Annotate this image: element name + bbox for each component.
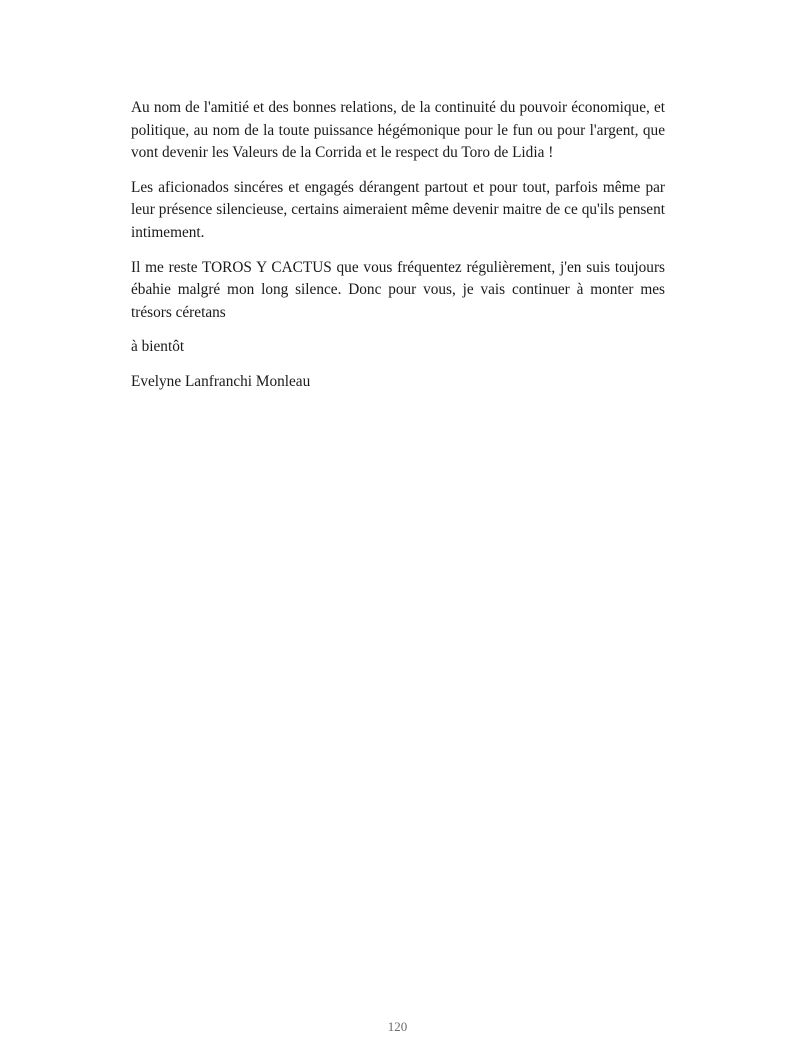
page-number: 120 [387, 1019, 408, 1034]
paragraph-3: Il me reste TOROS Y CACTUS que vous fréquentez régulièrement, j'en suis toujours ébahie malgré mon long silence. Donc pour vous, je vais continuer à monter mes trésors céretans [131, 258, 665, 321]
page-body [131, 97, 665, 406]
closing-line: à bientôt [131, 338, 185, 356]
paragraph-2: Les aficionados sincéres et engagés dérangent partout et pour tout, parfois même par leur présence silencieuse, certains aimeraient même devenir maitre de ce qu'ils pensent intimement. [131, 178, 665, 241]
paragraph-1: Au nom de l'amitié et des bonnes relations, de la continuité du pouvoir économique, et politique, au nom de la toute puissance hégémonique pour le fun ou pour l'argent, que vont devenir les Valeurs de la Corrida et le respect du Toro de Lidia ! [131, 99, 665, 162]
signature: Evelyne Lanfranchi Monleau [131, 372, 311, 390]
